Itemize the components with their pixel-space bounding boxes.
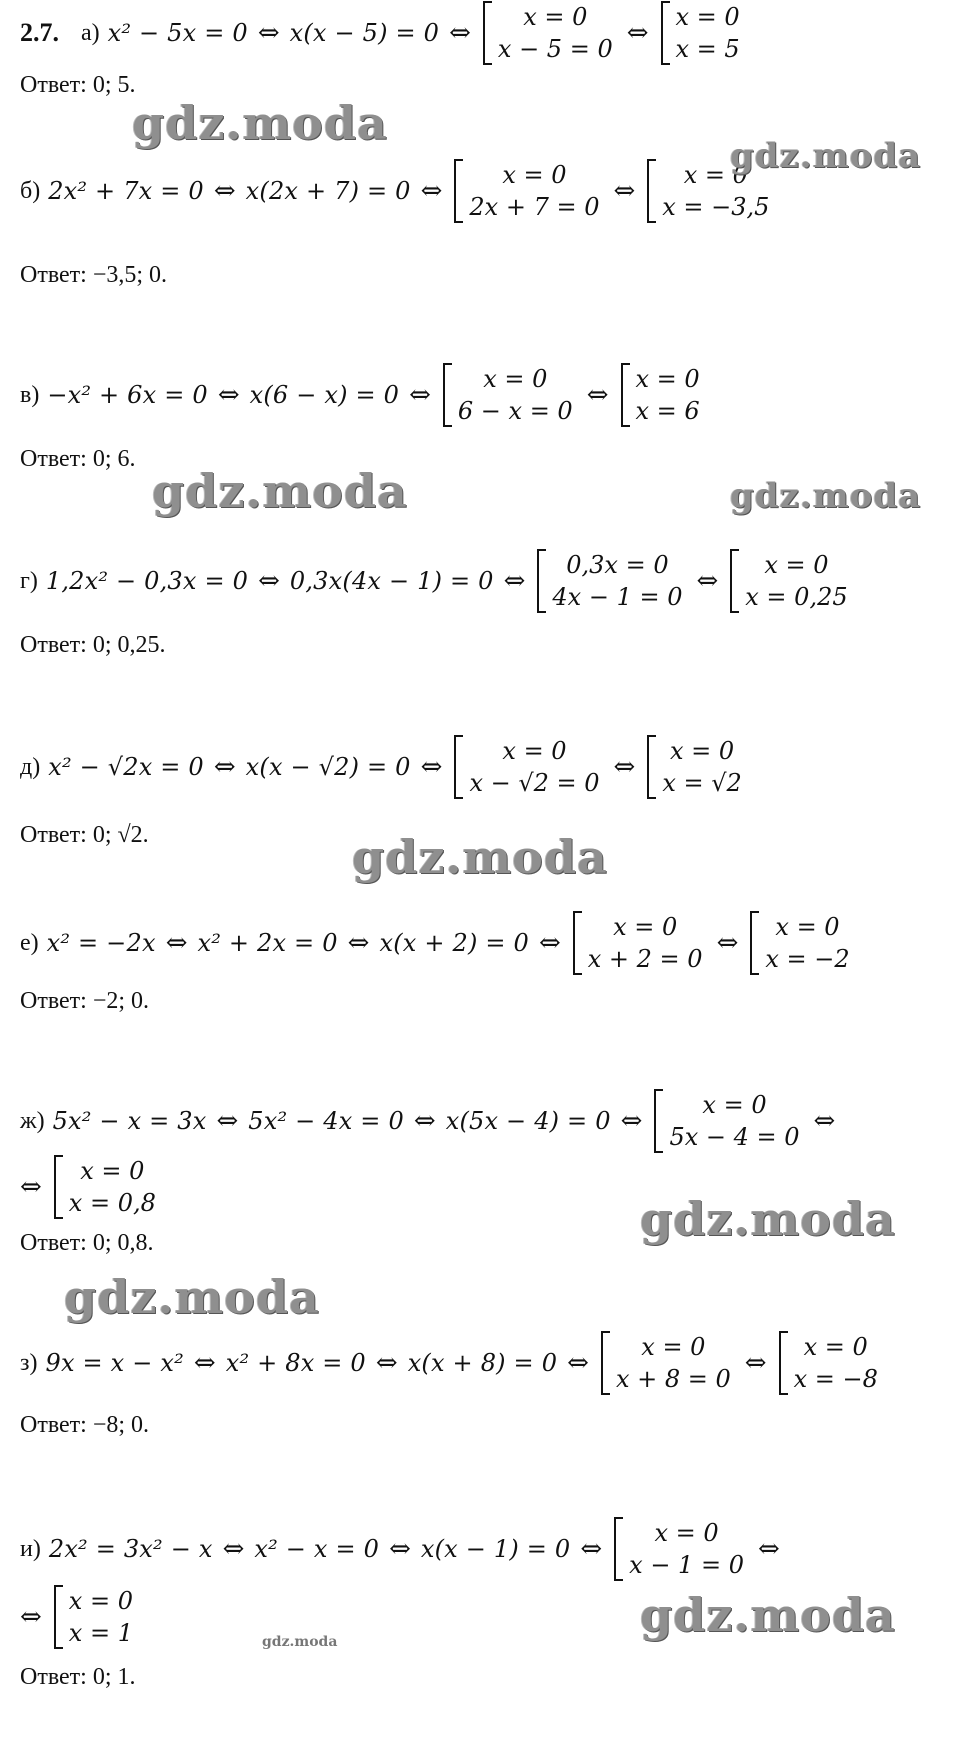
- item-label: г): [20, 567, 38, 594]
- system-line: x − √2 = 0: [469, 769, 600, 797]
- system-line: x = 0: [523, 3, 588, 31]
- equiv-symbol: ⇔: [744, 1348, 767, 1378]
- equiv-symbol: ⇔: [420, 752, 443, 782]
- solution-line-z: [20, 1330, 882, 1396]
- system-1: [537, 549, 684, 613]
- system-line: 6 − x = 0: [457, 397, 573, 425]
- system-line: x − 1 = 0: [629, 1551, 744, 1579]
- system-1: [483, 1, 615, 65]
- system-1: [454, 159, 601, 223]
- equiv-symbol: ⇔: [216, 1106, 239, 1136]
- solution-line-g: [20, 548, 852, 614]
- watermark-logo: gdz.moda: [730, 476, 922, 516]
- system-2: [647, 735, 743, 799]
- bracket: [621, 363, 630, 427]
- watermark-logo-small: gdz.moda: [262, 1634, 338, 1650]
- system-line: x = 5: [675, 35, 740, 63]
- answer-a: Ответ: 0; 5.: [20, 72, 136, 98]
- factored-equation: x(x − 5) = 0: [289, 19, 440, 47]
- equiv-symbol: ⇔: [586, 380, 609, 410]
- factored-equation: x(2x + 7) = 0: [245, 177, 411, 205]
- equiv-symbol: ⇔: [222, 1534, 245, 1564]
- solution-line-b: [20, 158, 773, 224]
- system-1: [573, 911, 705, 975]
- equation: 9x = x − x²: [45, 1349, 184, 1377]
- equation: x² − 5x = 0: [107, 19, 248, 47]
- factored-equation: 0,3x(4x − 1) = 0: [289, 567, 494, 595]
- system-line: x = 0: [775, 913, 840, 941]
- bracket: [654, 1089, 663, 1153]
- equiv-symbol: ⇔: [409, 380, 431, 410]
- equiv-symbol: ⇔: [20, 1172, 42, 1202]
- problem-number: 2.7.: [20, 18, 59, 47]
- system-1: [454, 735, 601, 799]
- bracket: [614, 1517, 623, 1581]
- watermark-logo: gdz.moda: [640, 1192, 896, 1246]
- system-line: x = 6: [635, 397, 700, 425]
- bracket: [454, 159, 463, 223]
- answer-zh: Ответ: 0; 0,8.: [20, 1230, 154, 1256]
- system-line: 5x − 4 = 0: [669, 1123, 800, 1151]
- equiv-symbol: ⇔: [813, 1106, 836, 1136]
- system-line: x = −8: [793, 1365, 878, 1393]
- factored-equation: x(x + 2) = 0: [379, 929, 529, 957]
- solution-line-i-cont: [20, 1584, 137, 1650]
- solution-line-i: [20, 1516, 790, 1582]
- equiv-symbol: ⇔: [413, 1106, 436, 1136]
- equiv-symbol: ⇔: [375, 1348, 398, 1378]
- equiv-symbol: ⇔: [20, 1602, 42, 1632]
- bracket: [54, 1155, 63, 1219]
- step-equation: 5x² − 4x = 0: [248, 1107, 404, 1135]
- step-equation: x² + 8x = 0: [225, 1349, 366, 1377]
- bracket: [647, 159, 656, 223]
- factored-equation: x(x − √2) = 0: [245, 753, 411, 781]
- equiv-symbol: ⇔: [503, 566, 526, 596]
- solution-line-zh-cont: [20, 1154, 160, 1220]
- system-line: x = 0: [702, 1091, 767, 1119]
- system-line: x = 0: [675, 3, 740, 31]
- equation: x² − √2x = 0: [48, 753, 204, 781]
- item-label: б): [20, 177, 41, 204]
- system-line: x = 0: [641, 1333, 706, 1361]
- system-line: x + 2 = 0: [587, 945, 703, 973]
- system-line: x = 0: [68, 1587, 133, 1615]
- answer-g: Ответ: 0; 0,25.: [20, 632, 166, 658]
- item-label: ж): [20, 1107, 45, 1134]
- system-1: [443, 363, 575, 427]
- system-1: [654, 1089, 801, 1153]
- equiv-symbol: ⇔: [620, 1106, 643, 1136]
- item-label: е): [20, 929, 39, 956]
- equation: −x² + 6x = 0: [47, 381, 208, 409]
- watermark-logo: gdz.moda: [64, 1270, 320, 1324]
- equiv-symbol: ⇔: [213, 176, 236, 206]
- system-line: x = 0: [803, 1333, 868, 1361]
- equiv-symbol: ⇔: [193, 1348, 216, 1378]
- bracket: [661, 1, 670, 65]
- system-line: x = −2: [765, 945, 850, 973]
- equiv-symbol: ⇔: [757, 1534, 780, 1564]
- system-line: x = 0: [80, 1157, 145, 1185]
- answer-z: Ответ: −8; 0.: [20, 1412, 150, 1438]
- bracket: [573, 911, 582, 975]
- system-2: [730, 549, 849, 613]
- watermark-logo: gdz.moda: [352, 830, 608, 884]
- system-2: [750, 911, 851, 975]
- system-line: x = 0: [764, 551, 829, 579]
- bracket: [483, 1, 492, 65]
- system-2: [54, 1585, 135, 1649]
- solution-line-d: [20, 734, 746, 800]
- factored-equation: x(6 − x) = 0: [249, 381, 400, 409]
- system-line: x = 0,8: [68, 1189, 156, 1217]
- system-line: x = 0: [654, 1519, 719, 1547]
- system-line: x − 5 = 0: [497, 35, 613, 63]
- bracket: [779, 1331, 788, 1395]
- item-label: д): [20, 753, 41, 780]
- system-1: [614, 1517, 746, 1581]
- system-line: x = −3,5: [662, 193, 770, 221]
- bracket: [54, 1585, 63, 1649]
- item-label: а): [81, 19, 100, 46]
- equiv-symbol: ⇔: [257, 18, 280, 48]
- system-line: x = √2: [662, 769, 742, 797]
- equiv-symbol: ⇔: [449, 18, 471, 48]
- system-line: 2x + 7 = 0: [469, 193, 600, 221]
- system-2: [621, 363, 702, 427]
- equiv-symbol: ⇔: [716, 928, 739, 958]
- equiv-symbol: ⇔: [567, 1348, 589, 1378]
- bracket: [730, 549, 739, 613]
- watermark-logo: gdz.moda: [640, 1588, 896, 1642]
- watermark-logo: gdz.moda: [730, 136, 922, 176]
- answer-d: Ответ: 0; √2.: [20, 822, 149, 848]
- system-line: x = 0: [613, 913, 678, 941]
- factored-equation: x(x − 1) = 0: [420, 1535, 571, 1563]
- equiv-symbol: ⇔: [347, 928, 370, 958]
- equiv-symbol: ⇔: [389, 1534, 411, 1564]
- bracket: [647, 735, 656, 799]
- equiv-symbol: ⇔: [217, 380, 240, 410]
- step-equation: x² − x = 0: [254, 1535, 380, 1563]
- item-label: в): [20, 381, 40, 408]
- equiv-symbol: ⇔: [538, 928, 561, 958]
- answer-b: Ответ: −3,5; 0.: [20, 262, 168, 288]
- watermark-logo: gdz.moda: [152, 464, 408, 518]
- equiv-symbol: ⇔: [258, 566, 280, 596]
- watermark-logo: gdz.moda: [132, 96, 388, 150]
- system-line: x = 0,25: [745, 583, 848, 611]
- equation: x² = −2x: [46, 929, 156, 957]
- answer-i: Ответ: 0; 1.: [20, 1664, 136, 1690]
- bracket: [601, 1331, 610, 1395]
- system-2: [54, 1155, 158, 1219]
- equiv-symbol: ⇔: [165, 928, 188, 958]
- equiv-symbol: ⇔: [420, 176, 443, 206]
- answer-v: Ответ: 0; 6.: [20, 446, 136, 472]
- system-2: [661, 1, 742, 65]
- equation: 2x² = 3x² − x: [48, 1535, 213, 1563]
- system-line: x = 0: [683, 161, 748, 189]
- system-line: x + 8 = 0: [615, 1365, 731, 1393]
- system-line: x = 0: [502, 161, 567, 189]
- factored-equation: x(5x − 4) = 0: [445, 1107, 611, 1135]
- system-line: x = 1: [68, 1619, 133, 1647]
- equation: 2x² + 7x = 0: [48, 177, 204, 205]
- system-line: x = 0: [483, 365, 548, 393]
- step-equation: x² + 2x = 0: [197, 929, 338, 957]
- equiv-symbol: ⇔: [696, 566, 719, 596]
- factored-equation: x(x + 8) = 0: [407, 1349, 558, 1377]
- system-line: x = 0: [502, 737, 567, 765]
- equiv-symbol: ⇔: [613, 176, 636, 206]
- answer-e: Ответ: −2; 0.: [20, 988, 150, 1014]
- equiv-symbol: ⇔: [580, 1534, 603, 1564]
- solution-line-e: [20, 910, 854, 976]
- system-line: x = 0: [669, 737, 735, 765]
- equation: 5x² − x = 3x: [52, 1107, 207, 1135]
- solution-line-zh: [20, 1088, 845, 1154]
- system-1: [601, 1331, 733, 1395]
- system-2: [779, 1331, 880, 1395]
- bracket: [750, 911, 759, 975]
- system-line: 0,3x = 0: [566, 551, 669, 579]
- item-label: и): [20, 1535, 41, 1562]
- bracket: [537, 549, 546, 613]
- equiv-symbol: ⇔: [213, 752, 236, 782]
- solution-line-v: [20, 362, 704, 428]
- system-line: 4x − 1 = 0: [552, 583, 683, 611]
- item-label: з): [20, 1349, 38, 1376]
- bracket: [454, 735, 463, 799]
- bracket: [443, 363, 452, 427]
- equiv-symbol: ⇔: [626, 18, 649, 48]
- solution-line-a: [20, 0, 744, 66]
- equiv-symbol: ⇔: [613, 752, 636, 782]
- system-line: x = 0: [635, 365, 700, 393]
- equation: 1,2x² − 0,3x = 0: [45, 567, 249, 595]
